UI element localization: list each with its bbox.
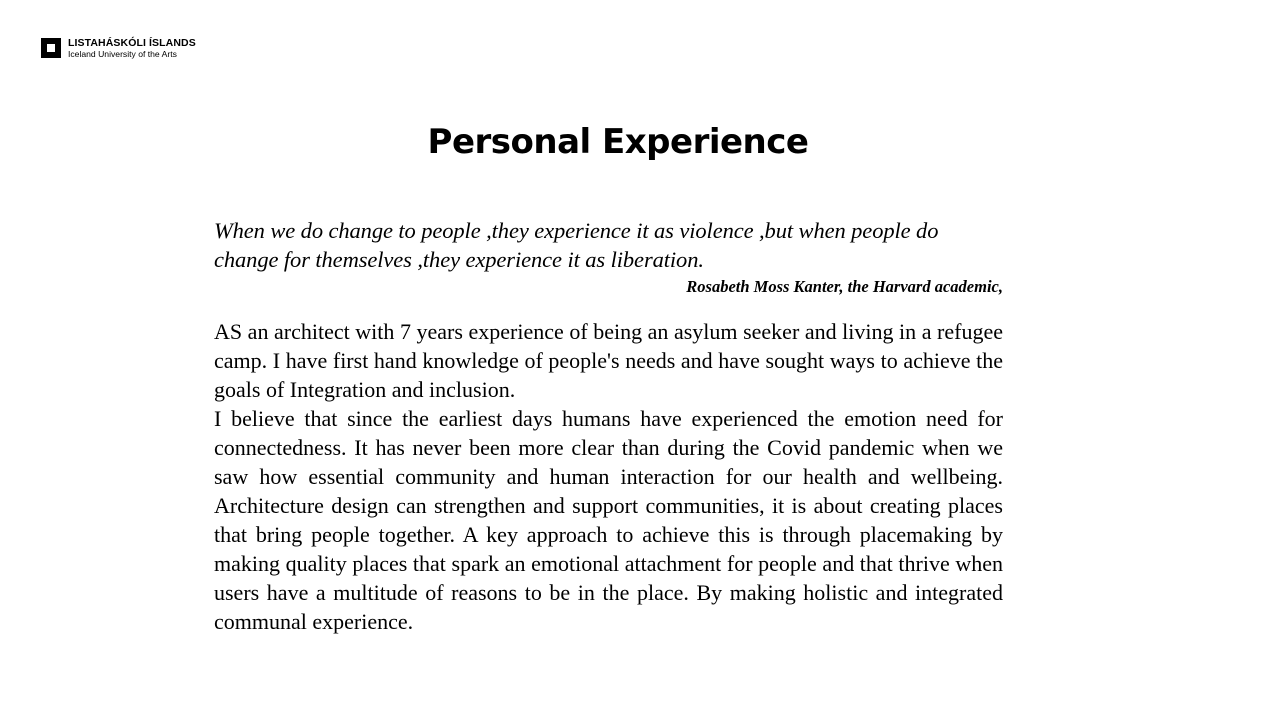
logo-subtitle: Iceland University of the Arts <box>68 48 177 59</box>
slide-content <box>214 216 1003 636</box>
body-paragraph-2: I believe that since the earliest days humans have experienced the emotion need for connectedness. It has never been more clear than during the Covid pandemic when we saw how essential community and human interaction for our health and wellbeing. Architecture design can strengthen and support communities, it is about creating places that bring people together. A key approach to achieve this is through placemaking by making quality places that spark an emotional attachment for people and that thrive when users have a multitude of reasons to be in the place. By making holistic and integrated communal experience. <box>214 406 1003 634</box>
body-paragraph-1: AS an architect with 7 years experience of being an asylum seeker and living in a refugee camp. I have first hand knowledge of people's needs and have sought ways to achieve the goals of Integration and inclusion. <box>214 319 1003 402</box>
slide-title: Personal Experience <box>427 122 809 162</box>
body-text <box>214 317 1003 636</box>
logo-text <box>68 38 196 58</box>
quote-attribution: Rosabeth Moss Kanter, the Harvard academic, <box>686 277 1003 296</box>
quote: When we do change to people ,they experience it as violence ,but when people do change for themselves ,they experience it as liberation. <box>214 218 939 272</box>
university-logo <box>41 38 196 58</box>
logo-title: LISTAHÁSKÓLI ÍSLANDS <box>68 37 196 49</box>
logo-square-icon <box>41 38 61 58</box>
